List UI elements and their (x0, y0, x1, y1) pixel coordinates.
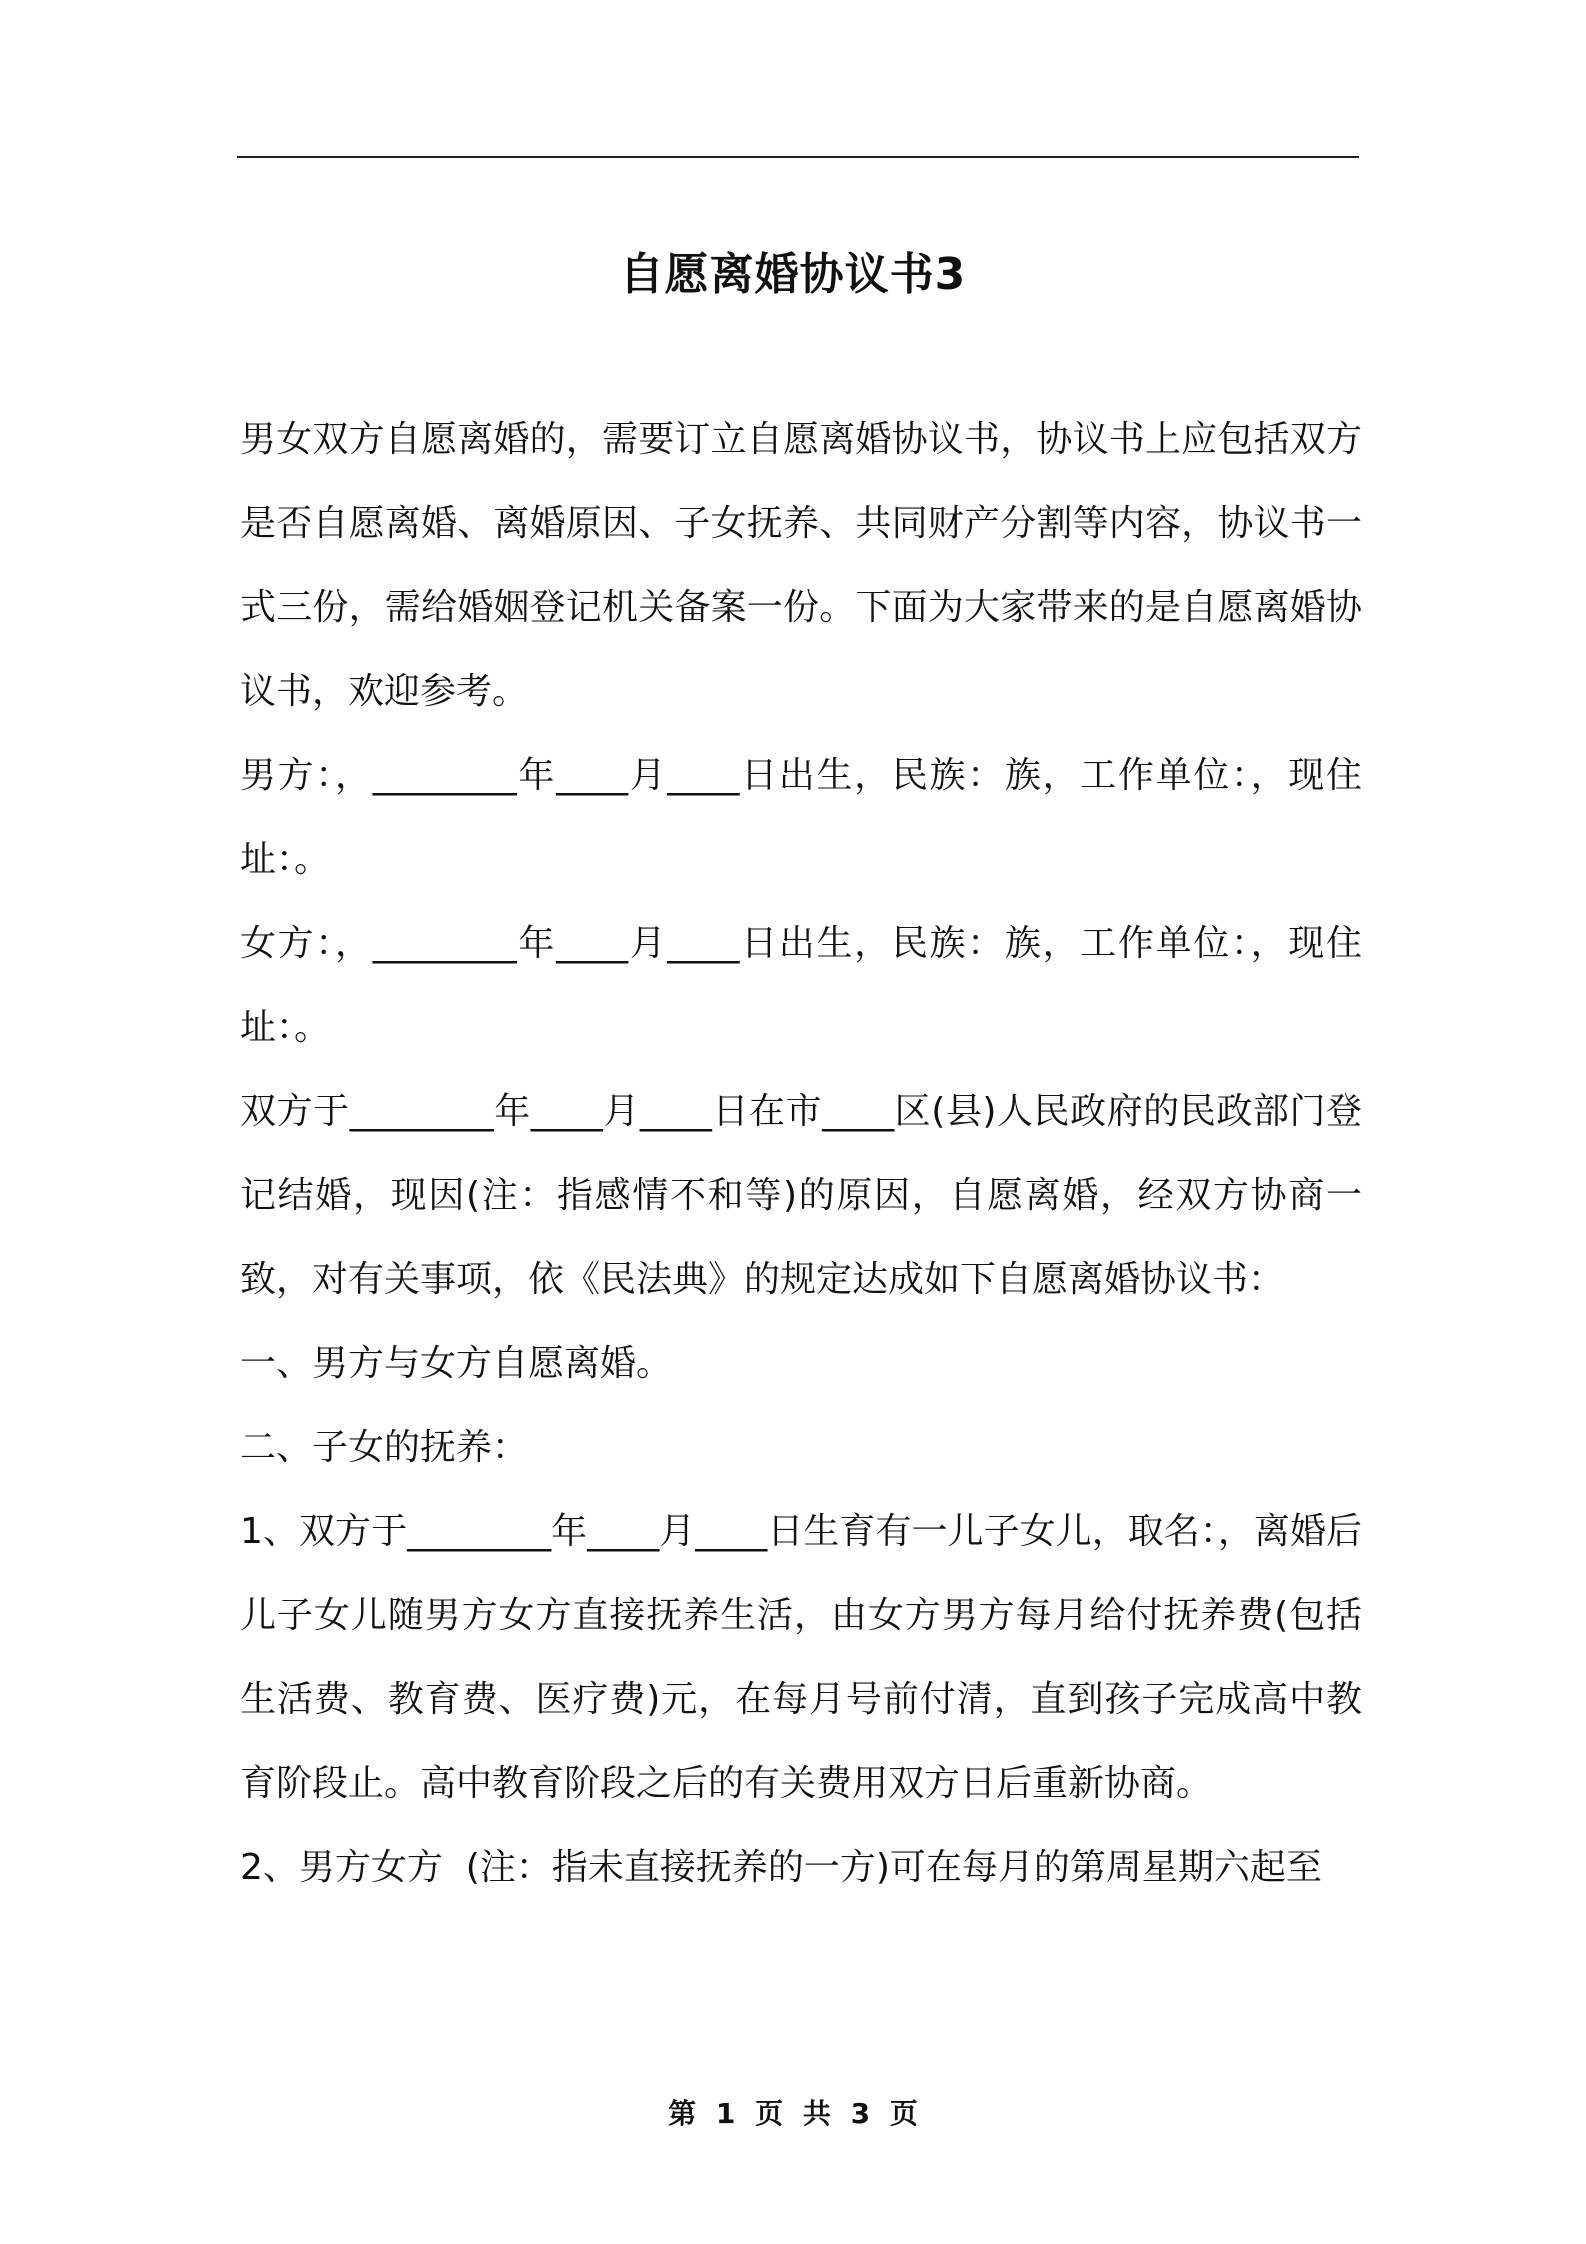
paragraph-marriage-registration: 双方于________年____月____日在市____区(县)人民政府的民政部门登记结婚，现因(注：指感情不和等)的原因，自愿离婚，经双方协商一致，对有关事项，依《民法典》的规定达成如下自愿离婚协议书： (240, 1091, 1362, 1300)
clause-1-divorce: 一、男方与女方自愿离婚。 (240, 1343, 673, 1384)
clause-2-heading: 二、子女的抚养： (240, 1427, 529, 1468)
clause-2-item-2: 2、男方女方 (注：指未直接抚养的一方)可在每月的第周星期六起至 (240, 1847, 1322, 1888)
paragraph-male-party: 男方：，________年____月____日出生，民族：族，工作单位：，现住址：。 (240, 755, 1362, 880)
paragraph-intro: 男女双方自愿离婚的，需要订立自愿离婚协议书，协议书上应包括双方是否自愿离婚、离婚原因、子女抚养、共同财产分割等内容，协议书一式三份，需给婚姻登记机关备案一份。下面为大家带来的是自愿离婚协议书，欢迎参考。 (240, 419, 1362, 712)
paragraph-female-party: 女方：，________年____月____日出生，民族：族，工作单位：，现住址：。 (240, 923, 1362, 1048)
document-title: 自愿离婚协议书3 (619, 249, 967, 301)
page-number-footer: 第 1 页 共 3 页 (668, 2097, 918, 2130)
document-body (240, 398, 1362, 1910)
header-rule (237, 156, 1359, 158)
clause-2-item-1: 1、双方于________年____月____日生育有一儿子女儿，取名：，离婚后儿子女儿随男方女方直接抚养生活，由女方男方每月给付抚养费(包括生活费、教育费、医疗费)元，在每月号前付清，直到孩子完成高中教育阶段止。高中教育阶段之后的有关费用双方日后重新协商。 (240, 1511, 1362, 1804)
